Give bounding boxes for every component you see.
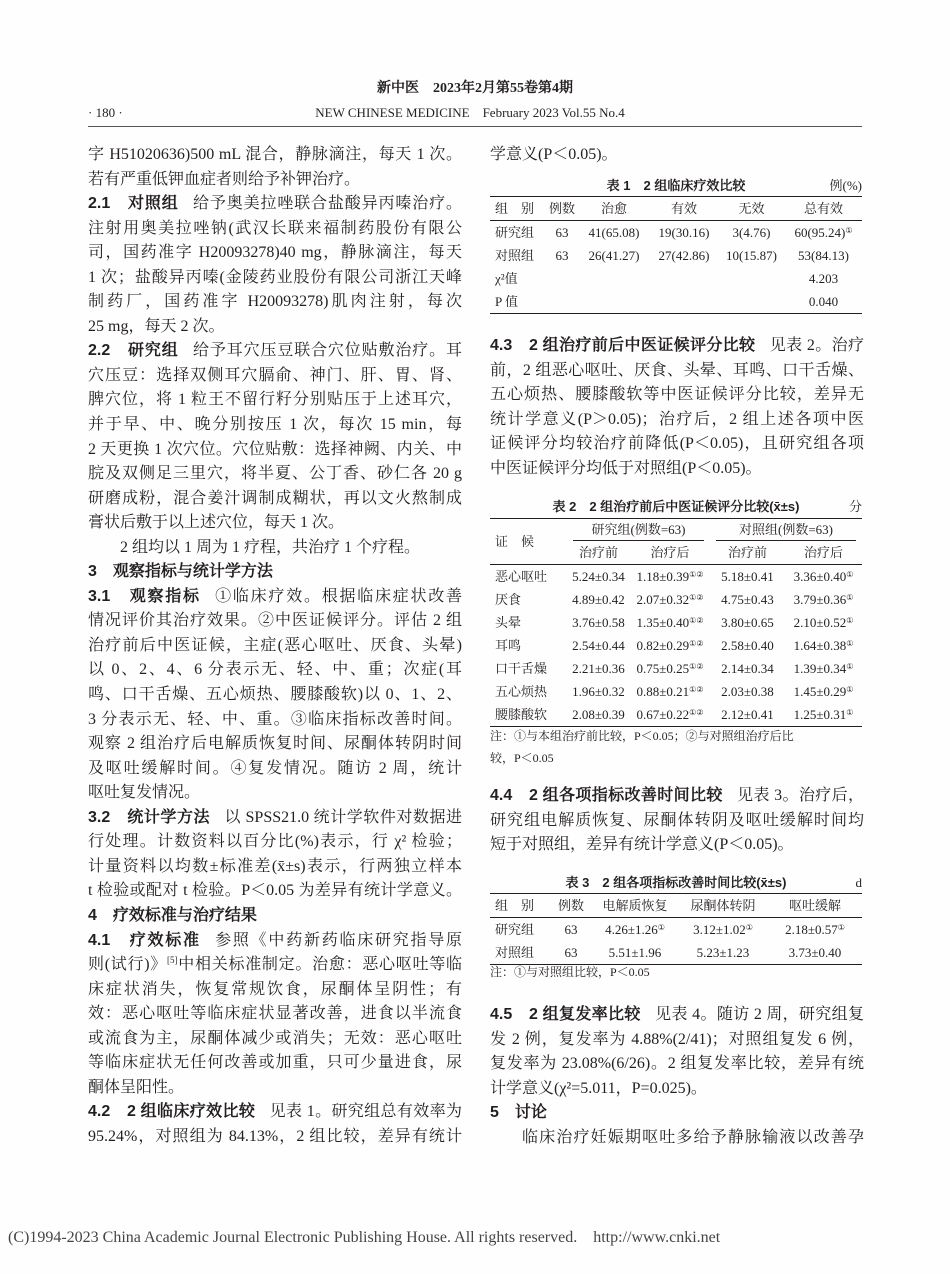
text-line: 五心烦热、腰膝酸软等中医证候评分比较，差异无	[490, 386, 864, 404]
text-line: 床症状消失，恢复常规饮食，尿酮体呈阴性；有	[88, 980, 462, 998]
cell-value: 3.12±1.02	[693, 921, 746, 937]
table3-caption	[490, 873, 862, 893]
text-line: 临床治疗妊娠期呕吐多给予静脉输液以改善孕	[522, 1128, 864, 1146]
table-cell	[785, 221, 862, 245]
significance-mark: ①	[845, 225, 853, 235]
table2-title: 表 2 2 组治疗前后中医证候评分比较(x̄±s)	[552, 499, 800, 514]
table2-unit: 分	[848, 499, 862, 514]
table-cell: P 值	[490, 290, 546, 314]
cell-value: 3.79±0.36	[793, 591, 847, 607]
table-cell: 3.80±0.65	[721, 614, 774, 630]
group-label: 研究组(例数=63)	[573, 520, 704, 541]
table-cell: 63	[550, 941, 592, 965]
table-cell	[630, 588, 710, 611]
table-cell: 27(42.86)	[658, 247, 710, 263]
significance-mark: ①②	[689, 592, 704, 602]
significance-mark: ①	[846, 592, 854, 602]
table-cell	[630, 657, 710, 680]
cell-value: 2.18±0.57	[785, 921, 838, 937]
table-cell	[578, 290, 650, 314]
text-span: 以 SPSS21.0 统计学软件对数据进	[224, 808, 462, 826]
significance-mark: ①②	[689, 569, 704, 579]
table-header: 治愈	[578, 197, 650, 221]
table-header: 呕吐缓解	[768, 894, 862, 918]
significance-mark: ①②	[689, 615, 704, 625]
text-line: 25 mg，每天 2 次。	[88, 317, 225, 335]
text-line: 3 分表示无、轻、中、重。③临床指标改善时间。	[88, 710, 462, 728]
table-cell: 41(65.08)	[588, 224, 640, 240]
section-heading-2-1: 2.1 对照组	[88, 195, 179, 213]
table-cell	[678, 918, 768, 942]
table-header: 例数	[546, 197, 578, 221]
table-cell: 腰膝酸软	[490, 703, 567, 727]
table-cell: 26(41.27)	[588, 247, 640, 263]
table-header-group	[567, 519, 710, 542]
table-cell: 2.58±0.40	[721, 637, 774, 653]
table-header: 证 候	[490, 519, 567, 565]
table1-caption	[490, 176, 862, 196]
text-line: 呕吐复发情况。	[88, 784, 201, 802]
table-cell: 2.03±0.38	[721, 683, 774, 699]
table-header: 治疗前	[710, 541, 785, 565]
table-header-row	[490, 197, 862, 221]
text-line: 95.24%，对照组为 84.13%，2 组比较，差异有统计	[88, 1127, 462, 1145]
table-cell: 3.73±0.40	[768, 941, 862, 965]
text-line: 及呕吐缓解时间。④复发情况。随访 2 周，统计	[88, 759, 462, 777]
text-line: 治疗前后中医证候，主症(恶心呕吐、厌食、头晕)	[88, 636, 462, 654]
table2-note	[490, 725, 862, 769]
section-heading-4: 4 疗效标准与治疗结果	[88, 906, 257, 924]
section-heading-3-1: 3.1 观察指标	[88, 587, 201, 605]
table-cell	[650, 290, 718, 314]
table-header: 治疗前	[567, 541, 630, 565]
text-line	[490, 784, 864, 809]
text-span: 见表 2。治疗	[769, 337, 864, 354]
text-line: 效：恶心呕吐等临床症状显著改善，进食以半流食	[88, 1005, 462, 1023]
text-line: 制药厂，国药准字 H20093278)肌肉注射，每次	[88, 293, 462, 311]
significance-mark: ①②	[689, 684, 704, 694]
table-cell: 63	[555, 224, 569, 240]
text-line: t 检验或配对 t 检验。P＜0.05 为差异有统计学意义。	[88, 882, 462, 900]
table-cell	[785, 588, 862, 611]
table-header: 有效	[650, 197, 718, 221]
text-span: 给予耳穴压豆联合穴位贴敷治疗。耳	[192, 342, 462, 360]
text-line: 等临床症状无任何改善或加重，只可少量进食，尿	[88, 1054, 462, 1072]
table-cell: 恶心呕吐	[495, 568, 548, 584]
table-cell	[718, 267, 785, 290]
table-cell	[630, 680, 710, 703]
journal-header-en: NEW CHINESE MEDICINE February 2023 Vol.55 No.4	[315, 105, 625, 120]
table3	[490, 893, 862, 965]
significance-mark: ①	[846, 661, 854, 671]
table-cell: 63	[555, 247, 569, 263]
group-label: 对照组(例数=63)	[716, 520, 856, 541]
table-cell	[785, 565, 862, 589]
table-header: 组 别	[490, 894, 550, 918]
table-cell: 2.12±0.41	[710, 703, 785, 727]
section-heading-4-2: 4.2 2 组临床疗效比较	[88, 1103, 256, 1121]
table-row	[490, 680, 862, 703]
cell-value: 3.36±0.40	[793, 568, 847, 584]
table-header-row	[490, 894, 862, 918]
table1-title: 表 1 2 组临床疗效比较	[606, 178, 746, 193]
table-cell: 口干舌燥	[495, 660, 548, 676]
table-header-row	[490, 519, 862, 542]
table-row	[490, 657, 862, 680]
table-cell: 研究组	[495, 224, 535, 240]
cell-value: 2.10±0.52	[793, 614, 847, 630]
cell-value: 1.18±0.39	[636, 568, 690, 584]
significance-mark: ①②	[689, 638, 704, 648]
table-row	[490, 290, 862, 314]
text-line: 酮体呈阳性。	[88, 1078, 185, 1096]
significance-mark: ①	[657, 922, 665, 932]
text-span: 参照《中药新药临床研究指导原	[215, 931, 462, 949]
table-cell	[785, 657, 862, 680]
text-line: 行处理。计数资料以百分比(%)表示，行 χ² 检验；	[88, 833, 462, 851]
table-cell: 5.18±0.41	[721, 568, 774, 584]
table-cell	[546, 290, 578, 314]
section-4-5	[490, 1003, 864, 1150]
table-header: 电解质恢复	[592, 894, 678, 918]
cell-value: 1.25±0.31	[793, 706, 847, 722]
table-cell: 五心烦热	[495, 683, 548, 699]
table-cell: χ²值	[495, 270, 518, 286]
table3-unit: d	[855, 875, 862, 890]
text-line: 2 组均以 1 周为 1 疗程，共治疗 1 个疗程。	[120, 538, 421, 556]
table-cell: 对照组	[495, 247, 535, 263]
text-span: 见表 4。随访 2 周，研究组复	[655, 1006, 864, 1023]
text-line: 中医证候评分均低于对照组(P＜0.05)。	[490, 459, 762, 477]
table-cell: 2.54±0.44	[572, 637, 625, 653]
significance-mark: ①②	[689, 707, 704, 717]
header-rule	[88, 126, 862, 127]
significance-mark: ①	[846, 684, 854, 694]
note-line: 较，P＜0.05	[490, 751, 554, 765]
table-header: 治疗后	[630, 541, 710, 565]
cell-value: 1.39±0.34	[793, 660, 847, 676]
table-header: 治疗后	[785, 541, 862, 565]
table1-unit: 例(%)	[829, 178, 862, 193]
text-line: 并于早、中、晚分别按压 1 次，每次 15 min，每	[88, 416, 462, 434]
right-column-continued	[490, 143, 864, 168]
table-cell	[592, 918, 678, 942]
text-line: 以 0、2、4、6 分表示无、轻、中、重；次症(耳	[88, 661, 462, 679]
table-header: 总有效	[785, 197, 862, 221]
copyright-footer	[8, 1228, 720, 1248]
table-header-group	[710, 519, 862, 542]
text-line	[490, 334, 864, 359]
text-line: 短于对照组，差异有统计学意义(P＜0.05)。	[490, 836, 794, 854]
text-span: 给予奥美拉唑联合盐酸异丙嗪治疗。	[192, 195, 462, 213]
table-row	[490, 221, 862, 245]
text-line: 或流食为主，尿酮体减少或消失；无效：恶心呕吐	[88, 1029, 462, 1047]
table-cell	[578, 267, 650, 290]
text-line: 脘及双侧足三里穴，将半夏、公丁香、砂仁各 20 g	[88, 465, 462, 483]
table-cell: 53(84.13)	[798, 247, 849, 263]
text-line: 证候评分均较治疗前降低(P＜0.05)，且研究组各项	[490, 435, 864, 453]
text-line: 穴压豆：选择双侧耳穴膈俞、神门、肝、胃、肾、	[88, 366, 462, 384]
cell-value: 0.67±0.22	[636, 706, 690, 722]
text-span: 中相关标准制定。治愈：恶心呕吐等临	[177, 956, 462, 974]
text-line: 学意义(P＜0.05)。	[490, 146, 618, 163]
text-line: 司，国药准字 H20093278)40 mg，静脉滴注，每天	[88, 244, 462, 262]
text-line: 鸣、口干舌燥、五心烦热、腰膝酸软)以 0、1、2、	[88, 686, 462, 704]
text-line: 注射用奥美拉唑钠(武汉长联来福制药股份有限公	[88, 219, 462, 237]
section-4-4	[490, 784, 864, 858]
cell-value: 1.64±0.38	[793, 637, 847, 653]
table-header: 无效	[718, 197, 785, 221]
table-header: 例数	[550, 894, 592, 918]
table-cell: 厌食	[495, 591, 522, 607]
table-cell	[785, 703, 862, 727]
table-cell: 2.14±0.34	[721, 660, 774, 676]
table-cell: 对照组	[490, 941, 550, 965]
significance-mark: ①	[745, 922, 753, 932]
text-line: 前，2 组恶心呕吐、厌食、头晕、耳鸣、口干舌燥、	[490, 361, 864, 379]
citation-ref: [5]	[167, 955, 178, 966]
significance-mark: ①	[837, 922, 845, 932]
section-heading-4-5: 4.5 2 组复发率比较	[490, 1006, 641, 1023]
text-line: 膏状后敷于以上述穴位，每天 1 次。	[88, 514, 345, 532]
table-row	[490, 634, 862, 657]
left-column	[88, 143, 462, 1149]
table-cell: 5.24±0.34	[572, 568, 625, 584]
cell-value: 1.45±0.29	[793, 683, 847, 699]
note-line: 注：①与对照组比较，P＜0.05	[490, 965, 650, 979]
cell-value: 0.88±0.21	[636, 683, 690, 699]
cell-value: 1.35±0.40	[636, 614, 690, 630]
table-cell: 3.76±0.58	[572, 614, 625, 630]
table-row	[490, 244, 862, 267]
table-cell: 5.23±1.23	[678, 941, 768, 965]
text-line: 发 2 例，复发率为 4.88%(2/41)；对照组复发 6 例，	[490, 1030, 864, 1048]
cnki-link[interactable]: http://www.cnki.net	[593, 1229, 721, 1246]
table-cell	[785, 680, 862, 703]
text-line	[88, 953, 462, 978]
table-cell: 2.21±0.36	[572, 660, 625, 676]
table-row	[490, 703, 862, 727]
table-cell	[630, 634, 710, 657]
cell-value: 2.07±0.32	[636, 591, 690, 607]
table-cell: 19(30.16)	[658, 224, 710, 240]
table-cell: 研究组	[495, 921, 535, 937]
table-cell	[785, 634, 862, 657]
significance-mark: ①	[846, 707, 854, 717]
table-row	[490, 588, 862, 611]
table-cell: 2.08±0.39	[567, 703, 630, 727]
table-cell	[630, 611, 710, 634]
table-row	[490, 267, 862, 290]
table3-title: 表 3 2 组各项指标改善时间比较(x̄±s)	[565, 875, 787, 890]
text-line: 计量资料以均数±标准差(x̄±s)表示，行两独立样本	[88, 857, 462, 875]
table2-caption	[490, 497, 862, 517]
significance-mark: ①	[846, 569, 854, 579]
text-line	[88, 585, 462, 610]
table-cell	[630, 565, 710, 589]
table-cell: 头晕	[495, 614, 522, 630]
text-line: 研磨成粉，混合姜汁调制成糊状，再以文火熬制成	[88, 489, 462, 507]
table-cell: 耳鸣	[495, 637, 522, 653]
table1	[490, 196, 862, 314]
copyright-text: (C)1994-2023 China Academic Journal Electronic Publishing House. All rights reserved.	[8, 1229, 578, 1246]
text-span: ①临床疗效。根据临床症状改善	[215, 587, 462, 605]
text-line	[490, 1003, 864, 1028]
text-line: 复发率为 23.08%(6/26)。2 组复发率比较，差异有统	[490, 1055, 864, 1073]
text-line	[88, 1100, 462, 1125]
table-cell	[546, 267, 578, 290]
table-header: 尿酮体转阴	[678, 894, 768, 918]
table-cell	[650, 267, 718, 290]
table-cell: 1.96±0.32	[572, 683, 625, 699]
text-line: 字 H51020636)500 mL 混合，静脉滴注，每天 1 次。	[88, 146, 462, 163]
section-4-3	[490, 334, 864, 481]
section-heading-4-1: 4.1 疗效标准	[88, 931, 201, 949]
section-heading-3: 3 观察指标与统计学方法	[88, 563, 273, 581]
table-row	[490, 565, 862, 589]
table-cell: 4.89±0.42	[572, 591, 625, 607]
text-line	[88, 192, 462, 217]
table2	[490, 518, 862, 727]
table-cell: 63	[564, 921, 578, 937]
cell-value: 0.82±0.29	[636, 637, 690, 653]
text-line	[88, 929, 462, 954]
table-cell	[768, 918, 862, 942]
text-span: 见表 3。治疗后，	[737, 787, 864, 804]
text-line: 脾穴位，将 1 粒王不留行籽分别贴压于上述耳穴，	[88, 391, 462, 409]
text-line: 研究组电解质恢复、尿酮体转阴及呕吐缓解时间均	[490, 811, 864, 829]
table-cell	[630, 703, 710, 727]
section-heading-3-2: 3.2 统计学方法	[88, 808, 211, 826]
text-line: 计学意义(χ²=5.011，P=0.025)。	[490, 1079, 707, 1097]
table-cell: 10(15.87)	[726, 247, 777, 263]
table-cell: 4.203	[808, 270, 839, 286]
cell-value: 4.26±1.26	[605, 921, 658, 937]
section-heading-4-4: 4.4 2 组各项指标改善时间比较	[490, 787, 723, 804]
page-number: · 180 ·	[88, 105, 123, 120]
significance-mark: ①	[846, 615, 854, 625]
table-cell	[785, 611, 862, 634]
section-heading-2-2: 2.2 研究组	[88, 342, 179, 360]
table-cell	[718, 290, 785, 314]
table-row	[490, 941, 862, 965]
table-cell: 0.040	[785, 290, 862, 314]
text-line	[88, 339, 462, 364]
text-span: 见表 1。研究组总有效率为	[269, 1103, 462, 1121]
text-span: 则(试行)》	[88, 956, 168, 974]
table3-note	[490, 962, 862, 982]
text-line: 情况评价其治疗效果。②中医证候评分。评估 2 组	[88, 612, 462, 630]
cell-value: 60(95.24)	[794, 224, 846, 240]
text-line: 2 天更换 1 次穴位。穴位贴敷：选择神阙、内关、中	[88, 440, 462, 458]
table-header: 组 别	[490, 197, 546, 221]
table-row	[490, 611, 862, 634]
significance-mark: ①②	[689, 661, 704, 671]
table-cell: 5.51±1.96	[592, 941, 678, 965]
text-line: 若有严重低钾血症者则给予补钾治疗。	[88, 170, 361, 188]
text-line: 观察 2 组治疗后电解质恢复时间、尿酮体转阴时间	[88, 735, 462, 753]
text-line	[88, 806, 462, 831]
section-heading-5: 5 讨论	[490, 1104, 547, 1122]
journal-header-cn: 新中医 2023年2月第55卷第4期	[377, 81, 573, 96]
note-line: 注：①与本组治疗前比较，P＜0.05；②与对照组治疗后比	[490, 729, 794, 743]
table-row	[490, 918, 862, 942]
section-heading-4-3: 4.3 2 组治疗前后中医证候评分比较	[490, 337, 756, 354]
text-line: 统计学意义(P＞0.05)；治疗后，2 组上述各项中医	[490, 410, 864, 428]
text-line: 1 次；盐酸异丙嗪(金陵药业股份有限公司浙江天峰	[88, 268, 462, 286]
table-cell: 4.75±0.43	[721, 591, 774, 607]
cell-value: 0.75±0.25	[636, 660, 690, 676]
table-cell: 3(4.76)	[732, 224, 771, 240]
significance-mark: ①	[846, 638, 854, 648]
